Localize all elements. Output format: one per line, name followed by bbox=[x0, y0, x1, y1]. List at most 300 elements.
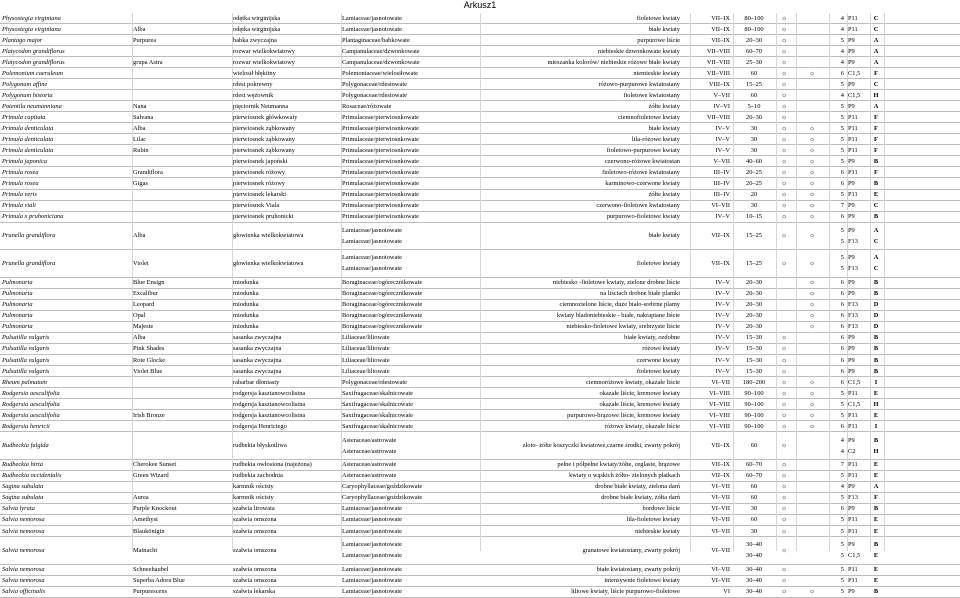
pot-code-cell: C1,5 bbox=[848, 378, 861, 386]
flowering-months-cell: VI–VIII bbox=[709, 389, 730, 397]
family-cell: Boraginaceae/ogórecznikowate bbox=[342, 301, 423, 309]
pot-code-cell: P9 bbox=[848, 290, 855, 298]
flowering-months-cell: VII–IX bbox=[711, 36, 730, 44]
family-cell: Polygonaceae/rdestowate bbox=[342, 80, 407, 88]
pot-code-cell: P11 bbox=[848, 472, 858, 480]
sun-symbol-cell: ☼ bbox=[781, 356, 787, 364]
description-cell: lila-fioletowe kwiaty bbox=[626, 516, 680, 524]
shade-symbol-cell: ☼ bbox=[809, 312, 815, 320]
flowering-months-cell: VIII–IX bbox=[709, 80, 730, 88]
shade-symbol-cell bbox=[800, 432, 824, 459]
flowering-months-cell: VI–VII bbox=[711, 566, 730, 574]
zone-cell: 5 bbox=[840, 527, 844, 535]
pot-code-cell: C1,5 bbox=[848, 69, 861, 77]
latin-name-cell: Prunella grandiflora bbox=[2, 259, 56, 267]
height-cell: 20–30 bbox=[746, 312, 762, 320]
cultivar-cell: Alba bbox=[133, 124, 146, 132]
sun-symbol-cell: ☼ bbox=[781, 113, 787, 121]
family-cell: Campanulaceae/dzwonkowate bbox=[342, 47, 420, 55]
sun-symbol-cell bbox=[777, 300, 791, 310]
family-cell: Asteraceae/astrowate bbox=[342, 461, 397, 469]
cultivar-cell: Violet Blue bbox=[133, 367, 163, 375]
zone-cell: 6 bbox=[840, 301, 844, 309]
column-gridline bbox=[132, 13, 133, 551]
flowering-months-cell: IV–V bbox=[715, 334, 730, 342]
height-cell: 20–25 bbox=[746, 179, 762, 187]
table-row bbox=[0, 587, 960, 598]
shade-symbol-cell: ☼ bbox=[809, 400, 815, 408]
shade-symbol-cell bbox=[800, 515, 824, 525]
pot-code-cell: P9 bbox=[848, 505, 855, 513]
height-cell: 20–30 bbox=[746, 290, 762, 298]
family-cell: Lamiaceae/jasnotowate bbox=[342, 516, 402, 524]
zone-cell: 5 bbox=[840, 516, 844, 524]
shade-symbol-cell: ☼ bbox=[809, 259, 815, 267]
column-gridline bbox=[690, 13, 691, 551]
zone-cell: 5 bbox=[840, 146, 844, 154]
flowering-months-cell: VII–VIII bbox=[706, 47, 730, 55]
family-cell-line: Lamiaceae/jasnotowate bbox=[342, 237, 402, 245]
zone-cell-line: 5 bbox=[840, 237, 844, 245]
sun-symbol-cell: ☼ bbox=[781, 422, 787, 430]
cultivar-cell: Amethyst bbox=[133, 516, 158, 524]
polish-name-cell: odętka wirginijska bbox=[233, 25, 281, 33]
family-cell: Rosaceae/różowate bbox=[342, 102, 392, 110]
zone-cell: 5 bbox=[840, 157, 844, 165]
zone-cell: 6 bbox=[840, 378, 844, 386]
latin-name-cell: Salvia nemorosa bbox=[2, 516, 45, 524]
zone-cell: 5 bbox=[840, 389, 844, 397]
sun-symbol-cell: ☼ bbox=[781, 202, 787, 210]
polish-name-cell: rozwar wielkokwiatowy bbox=[233, 47, 295, 55]
group-letter-cell: E bbox=[873, 461, 879, 469]
shade-symbol-cell: ☼ bbox=[809, 202, 815, 210]
latin-name-cell: Platycodon grandiflorus bbox=[2, 47, 65, 55]
zone-cell bbox=[830, 432, 844, 459]
flowering-months-cell: VI–VII bbox=[711, 202, 730, 210]
description-cell: na liściach drobne białe plamki bbox=[600, 290, 680, 298]
sun-symbol-cell: ☼ bbox=[781, 58, 787, 66]
sun-symbol-cell: ☼ bbox=[781, 47, 787, 55]
group-letter-cell bbox=[872, 250, 880, 277]
cultivar-cell bbox=[133, 46, 233, 56]
shade-symbol-cell: ☼ bbox=[809, 232, 815, 240]
description-cell: niebieskie kwiaty bbox=[635, 527, 680, 535]
description-cell: purpurowo-fioletowe kwiaty bbox=[606, 213, 680, 221]
height-cell: 60 bbox=[750, 516, 758, 524]
polish-name-cell: głowienka wielkokwiatowa bbox=[233, 232, 304, 240]
flowering-months-cell: VII–VIII bbox=[706, 113, 730, 121]
flowering-months-cell: IV–V bbox=[715, 301, 730, 309]
description-cell: okazałe liście, kremowe kwiaty bbox=[599, 389, 680, 397]
pot-code-cell: P9 bbox=[848, 58, 855, 66]
flowering-months-cell: IV–V bbox=[715, 312, 730, 320]
family-cell: Liliaceae/liliowate bbox=[342, 356, 390, 364]
height-cell: 25–30 bbox=[746, 58, 762, 66]
flowering-months-cell: VI–VII bbox=[711, 546, 730, 554]
zone-cell: 6 bbox=[840, 505, 844, 513]
zone-cell: 5 bbox=[840, 400, 844, 408]
flowering-months-cell: VI–VII bbox=[711, 483, 730, 491]
sun-symbol-cell: ☼ bbox=[781, 367, 787, 375]
group-letter-cell: H bbox=[873, 400, 879, 408]
zone-cell-line: 5 bbox=[840, 552, 844, 560]
sun-symbol-cell bbox=[777, 322, 791, 332]
latin-name-cell: Pulsatilla vulgaris bbox=[2, 334, 50, 342]
sun-symbol-cell bbox=[777, 278, 791, 288]
flowering-months-cell: VII–IX bbox=[711, 461, 730, 469]
family-cell-line: Lamiaceae/jasnotowate bbox=[342, 541, 402, 549]
flowering-months-cell: VII–IX bbox=[711, 442, 730, 450]
group-letter-cell: B bbox=[873, 505, 879, 513]
family-cell bbox=[342, 223, 482, 250]
group-letter-cell: F bbox=[874, 146, 878, 154]
zone-cell: 6 bbox=[840, 422, 844, 430]
pot-code-cell: C1,5 bbox=[848, 400, 861, 408]
polish-name-cell: sasanka zwyczajna bbox=[233, 334, 282, 342]
family-cell: Primulaceae/pierwiosnkowate bbox=[342, 191, 420, 199]
sun-symbol-cell: ☼ bbox=[781, 494, 787, 502]
column-gridline bbox=[847, 13, 848, 551]
cultivar-cell: Alba bbox=[133, 334, 146, 342]
family-cell: Polygonaceae/rdestowate bbox=[342, 378, 407, 386]
polish-name-cell: wielosił błękitny bbox=[233, 69, 276, 77]
latin-name-cell: Salvia nemorosa bbox=[2, 527, 45, 535]
group-letter-cell: C bbox=[873, 25, 879, 33]
sun-symbol-cell: ☼ bbox=[781, 345, 787, 353]
family-cell bbox=[342, 250, 482, 277]
height-cell: 15–30 bbox=[746, 356, 762, 364]
sun-symbol-cell: ☼ bbox=[781, 566, 787, 574]
height-cell: 60 bbox=[750, 69, 758, 77]
shade-symbol-cell: ☼ bbox=[809, 301, 815, 309]
shade-symbol-cell bbox=[800, 526, 824, 536]
description-cell: kwiaty o wąskich żółto- zielonych płatkach bbox=[569, 472, 680, 480]
family-cell: Liliaceae/liliowate bbox=[342, 334, 390, 342]
height-cell: 30–40 bbox=[746, 577, 762, 585]
zone-cell: 4 bbox=[840, 91, 844, 99]
description-cell: karminowo-czerwone kwiaty bbox=[605, 179, 680, 187]
flowering-months-cell: III–IV bbox=[713, 191, 730, 199]
group-letter-cell: A bbox=[873, 102, 879, 110]
polish-name-cell: sasanka zwyczajna bbox=[233, 345, 282, 353]
polish-name-cell: rodgersja Henriciego bbox=[233, 422, 287, 430]
shade-symbol-cell bbox=[800, 482, 824, 492]
family-cell: Primulaceae/pierwiosnkowate bbox=[342, 124, 420, 132]
group-letter-cell: A bbox=[873, 483, 879, 491]
polish-name-cell: pierwiosnek różowy bbox=[233, 168, 285, 176]
group-letter-cell: E bbox=[873, 389, 879, 397]
shade-symbol-cell: ☼ bbox=[809, 157, 815, 165]
pot-code-cell: P9 bbox=[848, 483, 855, 491]
zone-cell: 6 bbox=[840, 279, 844, 287]
description-cell: fioletowo-purpurowe kwiaty bbox=[606, 146, 680, 154]
polish-name-cell: rdest wężownik bbox=[233, 91, 274, 99]
description-cell: purpurowe liście bbox=[637, 36, 680, 44]
cultivar-cell: Lilac bbox=[133, 135, 147, 143]
latin-name-cell: Platycodon grandiflorus bbox=[2, 58, 65, 66]
flowering-months-cell: V–VII bbox=[713, 91, 730, 99]
family-cell: Saxifragaceae/skalnicowate bbox=[342, 422, 413, 430]
latin-name-cell: Primula viali bbox=[2, 202, 36, 210]
sun-symbol-cell: ☼ bbox=[781, 80, 787, 88]
column-gridline bbox=[870, 13, 871, 551]
sun-symbol-cell: ☼ bbox=[781, 213, 787, 221]
zone-cell-line: 4 bbox=[840, 447, 844, 455]
sun-symbol-cell: ☼ bbox=[781, 577, 787, 585]
latin-name-cell: Primula denticulata bbox=[2, 146, 54, 154]
sun-symbol-cell: ☼ bbox=[781, 334, 787, 342]
polish-name-cell: pierwiosnek ząbkowany bbox=[233, 124, 295, 132]
cultivar-cell: Rubin bbox=[133, 146, 149, 154]
description-cell: żółte kwiaty bbox=[648, 191, 680, 199]
pot-code-cell: P11 bbox=[848, 14, 858, 22]
description-cell: niebiesko -fioletowe kwiaty, zielone drobne liście bbox=[552, 279, 680, 287]
cultivar-cell bbox=[133, 399, 233, 409]
polish-name-cell: szałwia omszona bbox=[233, 577, 277, 585]
flowering-months-cell: V–VII bbox=[713, 157, 730, 165]
zone-cell-line: 5 bbox=[840, 265, 844, 273]
group-letter-cell: B bbox=[873, 345, 879, 353]
height-cell: 20–30 bbox=[746, 36, 762, 44]
shade-symbol-cell: ☼ bbox=[809, 279, 815, 287]
pot-code-cell: P11 bbox=[848, 113, 858, 121]
description-cell: czerwono-fioletowe kwiatostany bbox=[596, 202, 680, 210]
pot-code-cell: F13 bbox=[848, 494, 858, 502]
group-letter-cell-line: B bbox=[873, 436, 879, 444]
pot-code-cell: P11 bbox=[848, 577, 858, 585]
group-letter-cell: D bbox=[873, 323, 879, 331]
pot-code-cell: P9 bbox=[848, 279, 855, 287]
latin-name-cell: Primula x pruhoniciana bbox=[2, 213, 64, 221]
cultivar-cell bbox=[133, 212, 233, 222]
shade-symbol-cell: ☼ bbox=[809, 168, 815, 176]
sun-symbol-cell: ☼ bbox=[781, 168, 787, 176]
family-cell-line: Lamiaceae/jasnotowate bbox=[342, 265, 402, 273]
cultivar-cell bbox=[133, 190, 233, 200]
description-cell: fioletowo-różowe kwiatostany bbox=[602, 168, 680, 176]
polish-name-cell: pierwiosnek lekarski bbox=[233, 191, 287, 199]
family-cell: Boraginaceae/ogórecznikowate bbox=[342, 290, 423, 298]
shade-symbol-cell bbox=[800, 57, 824, 67]
height-cell: 20–30 bbox=[746, 279, 762, 287]
family-cell: Primulaceae/pierwiosnkowate bbox=[342, 146, 420, 154]
flowering-months-cell: VI–VIII bbox=[709, 411, 730, 419]
shade-symbol-cell bbox=[800, 565, 824, 575]
zone-cell: 4 bbox=[840, 47, 844, 55]
height-cell: 30–40 bbox=[746, 588, 762, 596]
zone-cell bbox=[830, 223, 844, 250]
polish-name-cell: pięciornik Neumanna bbox=[233, 102, 289, 110]
pot-code-cell bbox=[848, 432, 872, 459]
latin-name-cell: Plantago major bbox=[2, 36, 43, 44]
shade-symbol-cell bbox=[800, 79, 824, 89]
height-cell: 60 bbox=[750, 494, 758, 502]
pot-code-cell: P11 bbox=[848, 461, 858, 469]
shade-symbol-cell: ☼ bbox=[809, 179, 815, 187]
height-cell: 40–60 bbox=[746, 157, 762, 165]
zone-cell: 6 bbox=[840, 312, 844, 320]
height-cell: 15–30 bbox=[746, 334, 762, 342]
height-cell: 20–30 bbox=[746, 113, 762, 121]
cultivar-cell: Excalibur bbox=[133, 290, 158, 298]
family-cell: Saxifragaceae/skalnicowate bbox=[342, 389, 413, 397]
shade-symbol-cell: ☼ bbox=[809, 146, 815, 154]
pot-code-cell: P9 bbox=[848, 47, 855, 55]
description-cell: fioletowe kwiaty bbox=[636, 14, 680, 22]
flowering-months-cell: VII–IX bbox=[711, 259, 730, 267]
group-letter-cell-line: A bbox=[873, 254, 879, 262]
column-gridline bbox=[884, 13, 885, 551]
sun-symbol-cell: ☼ bbox=[781, 14, 787, 22]
description-cell: drobne białe kwiaty, żółta darń bbox=[601, 494, 680, 502]
cultivar-cell: Nana bbox=[133, 102, 147, 110]
family-cell: Primulaceae/pierwiosnkowate bbox=[342, 113, 420, 121]
height-cell: 90–100 bbox=[744, 422, 764, 430]
group-letter-cell: E bbox=[873, 527, 879, 535]
height-cell: 20–30 bbox=[746, 301, 762, 309]
zone-cell: 5 bbox=[840, 577, 844, 585]
description-cell: czerwone kwiaty bbox=[636, 356, 680, 364]
pot-code-cell-line: F13 bbox=[848, 265, 858, 273]
cultivar-cell bbox=[133, 421, 233, 431]
zone-cell: 5 bbox=[840, 566, 844, 574]
latin-name-cell: Rodgersia henricii bbox=[2, 422, 50, 430]
zone-cell-line: 5 bbox=[840, 541, 844, 549]
family-cell: Primulaceae/pierwiosnkowate bbox=[342, 135, 420, 143]
polish-name-cell: głowienka wielkokwiatowa bbox=[233, 259, 304, 267]
group-letter-cell: C bbox=[873, 202, 879, 210]
flowering-months-cell: IV–VI bbox=[713, 102, 730, 110]
family-cell: Lamiaceae/jasnotowate bbox=[342, 577, 402, 585]
shade-symbol-cell: ☼ bbox=[809, 411, 815, 419]
group-letter-cell: B bbox=[873, 157, 879, 165]
height-cell: 15–30 bbox=[746, 345, 762, 353]
zone-cell: 5 bbox=[840, 113, 844, 121]
family-cell: Liliaceae/liliowate bbox=[342, 367, 390, 375]
group-letter-cell: E bbox=[873, 566, 879, 574]
zone-cell: 6 bbox=[840, 213, 844, 221]
latin-name-cell: Pulsatilla vulgaris bbox=[2, 345, 50, 353]
polish-name-cell: odętka wirginijska bbox=[233, 14, 281, 22]
group-letter-cell: F bbox=[874, 168, 878, 176]
cultivar-cell: Pink Shades bbox=[133, 345, 165, 353]
latin-name-cell: Rodgersia aesculifolia bbox=[2, 400, 60, 408]
latin-name-cell: Primula rosea bbox=[2, 168, 39, 176]
family-cell: Lamiaceae/jasnotowate bbox=[342, 566, 402, 574]
pot-code-cell-line: P9 bbox=[848, 254, 855, 262]
shade-symbol-cell: ☼ bbox=[809, 290, 815, 298]
family-cell: Asteraceae/astrowate bbox=[342, 472, 397, 480]
description-cell: niemieskie kwiaty bbox=[633, 69, 680, 77]
flowering-months-cell: VII–VIII bbox=[706, 58, 730, 66]
family-cell: Caryophyllaceae/goździkowate bbox=[342, 483, 423, 491]
description-cell: drobne białe kwiaty, zielona darń bbox=[595, 483, 680, 491]
group-letter-cell: C bbox=[873, 80, 879, 88]
group-letter-cell-line: E bbox=[873, 552, 879, 560]
pot-code-cell: P9 bbox=[848, 80, 855, 88]
sun-symbol-cell: ☼ bbox=[781, 146, 787, 154]
family-cell bbox=[342, 432, 482, 459]
zone-cell: 7 bbox=[840, 461, 844, 469]
family-cell: Saxifragaceae/skalnicowate bbox=[342, 400, 413, 408]
group-letter-cell: F bbox=[874, 113, 878, 121]
column-gridline bbox=[829, 13, 830, 551]
description-cell: fioletowe kwiaty bbox=[636, 259, 680, 267]
sun-symbol-cell: ☼ bbox=[781, 516, 787, 524]
description-cell: złoto- żółte koszyczki kwiatowe,czarne środki, zwarty pokrój bbox=[522, 442, 680, 450]
family-cell: Primulaceae/pierwiosnkowate bbox=[342, 157, 420, 165]
group-letter-cell: F bbox=[874, 69, 878, 77]
sun-symbol-cell bbox=[777, 311, 791, 321]
table-row bbox=[0, 565, 960, 576]
height-cell: 60–70 bbox=[746, 472, 762, 480]
cultivar-cell: Purpurescens bbox=[133, 588, 168, 596]
cultivar-cell: Purple Knockout bbox=[133, 505, 177, 513]
family-cell: Primulaceae/pierwiosnkowate bbox=[342, 202, 420, 210]
group-letter-cell-line: C bbox=[873, 237, 879, 245]
sun-symbol-cell: ☼ bbox=[781, 442, 787, 450]
zone-cell-line: 5 bbox=[840, 254, 844, 262]
group-letter-cell: B bbox=[873, 588, 879, 596]
description-cell: białe kwiatostany, zwarty pokrój bbox=[596, 566, 680, 574]
shade-symbol-cell bbox=[800, 537, 824, 564]
zone-cell: 6 bbox=[840, 323, 844, 331]
table-row bbox=[0, 576, 960, 587]
shade-symbol-cell bbox=[800, 90, 824, 100]
column-gridline bbox=[733, 13, 734, 551]
shade-symbol-cell bbox=[800, 471, 824, 481]
flowering-months-cell: IV–V bbox=[715, 124, 730, 132]
pot-code-cell: P11 bbox=[848, 566, 858, 574]
height-cell: 90–100 bbox=[744, 400, 764, 408]
family-cell: Polygonaceae/rdestowate bbox=[342, 91, 407, 99]
family-cell: Primulaceae/pierwiosnkowate bbox=[342, 213, 420, 221]
latin-name-cell: Pulmonaria bbox=[2, 279, 33, 287]
family-cell: Boraginaceae/ogórecznikowate bbox=[342, 323, 423, 331]
zone-cell: 5 bbox=[840, 494, 844, 502]
group-letter-cell bbox=[872, 223, 880, 250]
polish-name-cell: rudbekia zachodnia bbox=[233, 472, 283, 480]
height-cell bbox=[732, 537, 776, 564]
height-cell: 80–100 bbox=[744, 25, 764, 33]
polish-name-cell: miodunka bbox=[233, 279, 259, 287]
height-cell: 15–25 bbox=[746, 232, 762, 240]
group-letter-cell: A bbox=[873, 36, 879, 44]
shade-symbol-cell: ☼ bbox=[809, 69, 815, 77]
column-gridline bbox=[480, 13, 481, 551]
shade-symbol-cell bbox=[800, 24, 824, 34]
group-letter-cell: B bbox=[873, 179, 879, 187]
latin-name-cell: Primula japonica bbox=[2, 157, 47, 165]
sun-symbol-cell: ☼ bbox=[781, 389, 787, 397]
polish-name-cell: pierwiosnek ząbkowany bbox=[233, 146, 295, 154]
group-letter-cell: B bbox=[873, 279, 879, 287]
column-gridline bbox=[796, 13, 797, 551]
pot-code-cell: P9 bbox=[848, 213, 855, 221]
description-cell: białe kwiaty bbox=[648, 25, 680, 33]
latin-name-cell: Rodgersia aesculifolia bbox=[2, 389, 60, 397]
description-cell: ciemnoróżowe kwiaty, okazałe liście bbox=[586, 378, 680, 386]
latin-name-cell: Primula rosea bbox=[2, 179, 39, 187]
family-cell: Polemoniaceae/wielosiłowate bbox=[342, 69, 418, 77]
pot-code-cell: P9 bbox=[848, 356, 855, 364]
group-letter-cell: E bbox=[873, 191, 879, 199]
polish-name-cell: szałwia omszona bbox=[233, 546, 277, 554]
latin-name-cell: Potentila neumanniana bbox=[2, 102, 62, 110]
cultivar-cell bbox=[133, 432, 233, 459]
polish-name-cell: szałwia lirowata bbox=[233, 505, 275, 513]
